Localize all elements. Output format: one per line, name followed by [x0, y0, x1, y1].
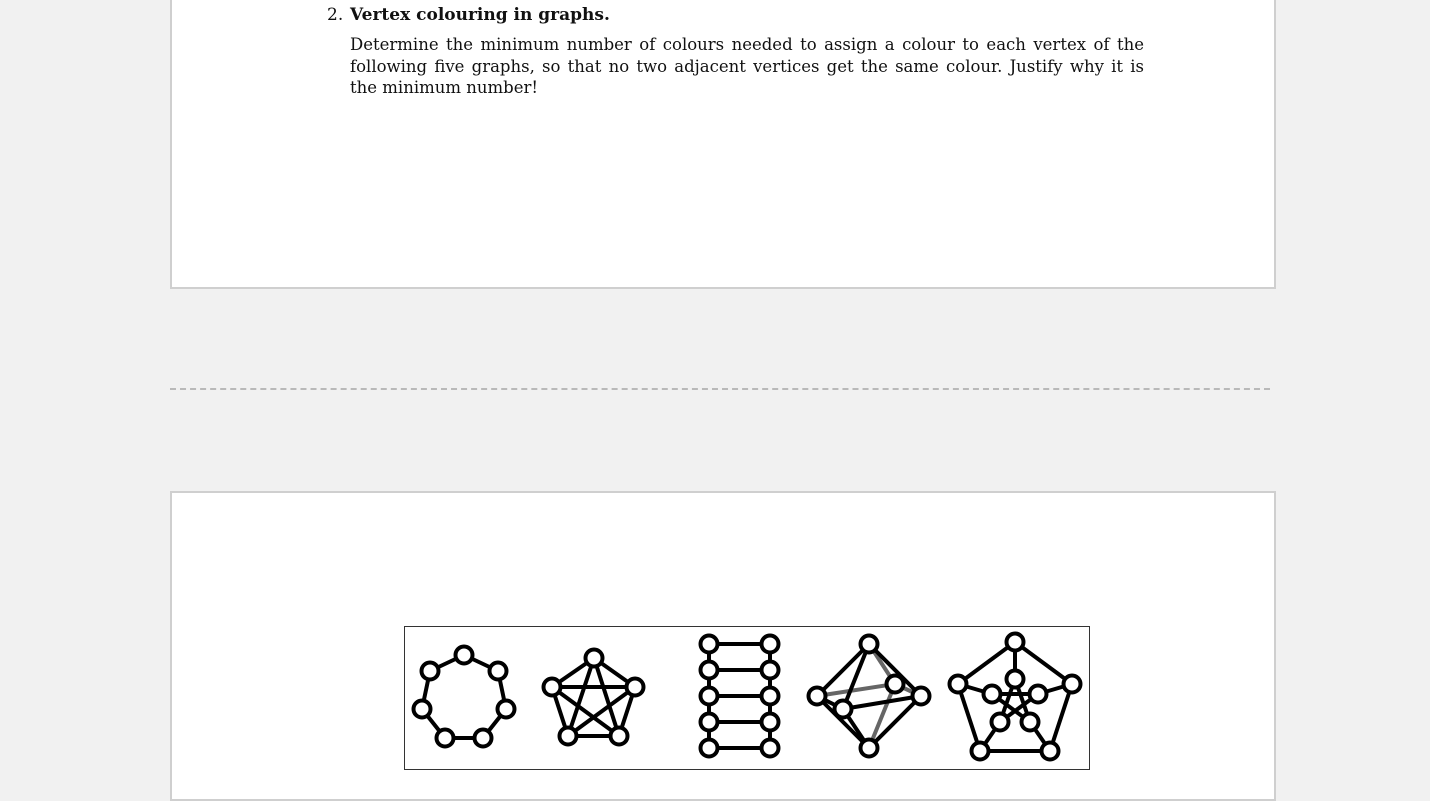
problem-title: Vertex colouring in graphs. [350, 5, 610, 25]
page-separator [170, 388, 1270, 390]
graphs-figure [404, 626, 1090, 770]
graph-ladder [701, 636, 779, 757]
document-page-top [170, 0, 1276, 289]
graph-heptagon-cycle [414, 647, 515, 747]
graphs-figure-svg [405, 627, 1091, 771]
graph-octahedron [809, 636, 930, 757]
document-page-bottom [170, 491, 1276, 801]
problem-number: 2. [327, 5, 344, 25]
graph-petersen [950, 634, 1081, 760]
problem-statement: Determine the minimum number of colours needed to assign a colour to each vertex of the following five graphs, so that no two adjacent vertices get the same colour. Justify why it is the minimum number! [350, 35, 1144, 97]
graph-complete-k5 [544, 650, 644, 745]
